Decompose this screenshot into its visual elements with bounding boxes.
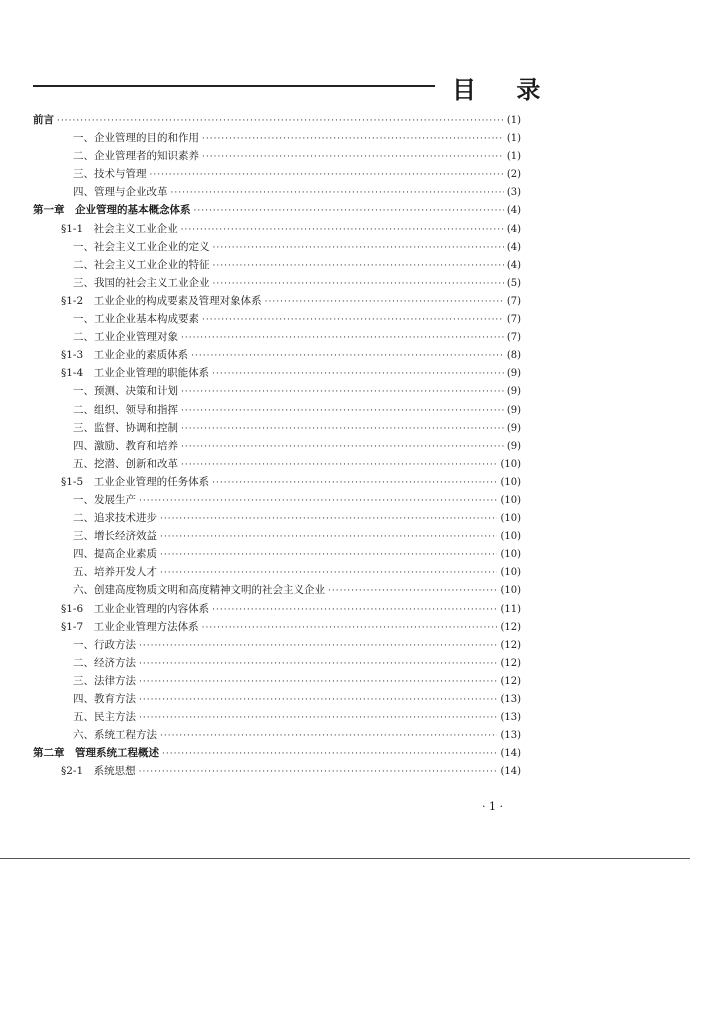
dot-leader [57,116,504,126]
dot-leader [202,315,504,325]
toc-entry-page: (12) [500,621,521,633]
toc-entry [33,420,521,438]
dot-leader [212,605,497,615]
toc-entry [33,148,521,166]
toc-entry-label: §1-7 工业企业管理方法体系 [61,620,199,633]
dot-leader [328,586,497,596]
toc-entry-page: (1) [506,133,521,145]
toc-entry [33,130,521,148]
toc-entry-label: §1-5 工业企业管理的任务体系 [61,475,210,488]
dot-leader [181,406,504,416]
toc-entry-label: 三、增长经济效益 [73,530,157,543]
toc-entry [33,727,521,745]
dot-leader [194,206,504,216]
dot-leader [202,134,504,144]
toc-entry-page: (13) [500,712,521,724]
dot-leader [181,225,504,235]
toc-entry-label: 五、培养开发人才 [73,566,157,579]
toc-entry-label: 二、工业企业管理对象 [73,331,178,344]
dot-leader [139,641,497,651]
toc-entry [33,112,521,130]
toc-entry-label: 一、企业管理的目的和作用 [73,132,199,145]
toc-entry-page: (1) [506,115,521,126]
toc-entry [33,745,521,763]
toc-entry-page: (12) [500,675,521,687]
dot-leader [162,749,497,759]
toc-entry [33,546,521,564]
toc-entry [33,438,521,456]
dot-leader [150,170,504,180]
dot-leader [213,261,504,271]
toc-entry [33,582,521,600]
toc-entry-page: (10) [500,494,521,506]
toc-entry-label: 五、挖潜、创新和改革 [73,457,178,470]
dot-leader [139,496,497,506]
dot-leader [202,623,498,633]
dot-leader [181,333,504,343]
toc-entry-page: (12) [500,639,521,651]
toc-entry-label: 一、预测、决策和计划 [73,385,178,398]
dot-leader [160,532,497,542]
toc-entry-label: 二、组织、领导和指挥 [73,403,178,416]
toc-entry-label: 二、追求技术进步 [73,512,157,525]
toc-entry-page: (10) [500,476,521,488]
table-of-contents [33,112,521,781]
dot-leader [181,460,497,470]
dot-leader [171,188,504,198]
toc-entry-label: §1-1 社会主义工业企业 [61,222,178,235]
toc-entry [33,311,521,329]
toc-entry-page: (14) [500,766,521,778]
toc-entry-label: §1-4 工业企业管理的职能体系 [61,367,210,380]
toc-entry [33,456,521,474]
toc-entry-label: 第二章 管理系统工程概述 [33,747,159,760]
toc-entry-label: 五、民主方法 [73,711,136,724]
toc-entry [33,239,521,257]
toc-entry-page: (10) [500,531,521,543]
toc-entry-label: 六、创建高度物质文明和高度精神文明的社会主义企业 [73,584,325,597]
toc-entry [33,564,521,582]
toc-entry-label: 二、企业管理者的知识素养 [73,150,199,163]
toc-entry [33,691,521,709]
toc-entry-page: (9) [506,386,521,398]
toc-entry-page: (10) [500,458,521,470]
toc-entry-page: (10) [500,567,521,579]
toc-entry-label: §1-2 工业企业的构成要素及管理对象体系 [61,294,262,307]
dot-leader [160,568,497,578]
toc-entry [33,221,521,239]
dot-leader [139,767,498,777]
toc-entry-label: 四、提高企业素质 [73,548,157,561]
toc-entry-label: 一、工业企业基本构成要素 [73,313,199,326]
dot-leader [213,243,504,253]
toc-entry-label: 四、教育方法 [73,693,136,705]
toc-entry-page: (7) [506,314,521,326]
dot-leader [212,369,504,379]
toc-entry [33,709,521,727]
toc-entry-page: (5) [506,277,521,289]
toc-entry [33,637,521,655]
toc-entry-page: (10) [500,549,521,561]
toc-entry [33,166,521,184]
toc-entry [33,763,521,781]
toc-entry-label: 一、发展生产 [73,493,136,506]
toc-entry-page: (7) [506,295,521,307]
toc-entry-label: 三、我国的社会主义工业企业 [73,276,210,289]
toc-entry-page: (14) [500,748,521,760]
dot-leader [139,695,497,705]
toc-entry-page: (9) [506,440,521,452]
toc-entry [33,619,521,637]
toc-entry [33,510,521,528]
toc-entry-page: (9) [506,404,521,416]
toc-entry [33,402,521,420]
toc-entry-page: (1) [506,151,521,163]
toc-entry [33,293,521,311]
toc-entry-page: (13) [500,694,521,705]
toc-entry [33,184,521,202]
toc-entry [33,601,521,619]
toc-entry-page: (4) [506,241,521,253]
dot-leader [139,659,497,669]
toc-entry [33,365,521,383]
dot-leader [212,478,497,488]
toc-entry-page: (13) [500,730,521,742]
toc-entry-page: (4) [506,205,521,217]
toc-entry [33,383,521,401]
toc-entry-label: 四、管理与企业改革 [73,186,168,199]
dot-leader [139,677,497,687]
dot-leader [160,550,497,560]
dot-leader [181,387,504,397]
dot-leader [213,279,504,289]
toc-entry-label: 六、系统工程方法 [73,729,157,742]
toc-entry-page: (11) [500,603,521,615]
header-rule [33,85,435,87]
toc-entry-page: (12) [500,657,521,669]
dot-leader [160,514,497,524]
toc-entry [33,474,521,492]
dot-leader [160,731,497,741]
toc-entry [33,347,521,365]
toc-entry-label: 三、监督、协调和控制 [73,421,178,434]
toc-entry-page: (2) [506,169,521,181]
toc-entry-page: (9) [506,368,521,380]
toc-entry-label: 一、行政方法 [73,638,136,651]
toc-entry-label: 二、经济方法 [73,656,136,669]
dot-leader [181,442,504,452]
toc-entry-label: 前言 [33,114,54,126]
toc-entry-label: 四、激励、教育和培养 [73,439,178,452]
toc-entry-label: 一、社会主义工业企业的定义 [73,240,210,253]
dot-leader [191,351,504,361]
dot-leader [202,152,504,162]
toc-entry [33,275,521,293]
toc-entry-label: 二、社会主义工业企业的特征 [73,258,210,271]
toc-entry [33,673,521,691]
toc-entry-label: §2-1 系统思想 [61,765,136,778]
toc-entry-page: (10) [500,585,521,597]
toc-entry-page: (10) [500,513,521,525]
toc-entry [33,257,521,275]
toc-entry-label: §1-3 工业企业的素质体系 [61,349,189,362]
dot-leader [139,713,497,723]
dot-leader [265,297,504,307]
toc-entry-label: 第一章 企业管理的基本概念体系 [33,204,191,217]
toc-entry [33,492,521,510]
toc-entry-label: §1-6 工业企业管理的内容体系 [61,602,210,615]
bottom-rule [0,858,690,859]
toc-entry-label: 三、法律方法 [73,674,136,687]
toc-entry [33,528,521,546]
toc-entry-page: (9) [506,422,521,434]
page-title: 目 录 [452,76,557,104]
toc-entry [33,655,521,673]
toc-entry-label: 三、技术与管理 [73,168,147,181]
toc-entry-page: (4) [506,223,521,235]
toc-entry [33,202,521,220]
toc-entry [33,329,521,347]
dot-leader [181,424,504,434]
toc-entry-page: (3) [506,187,521,199]
page-number: · 1 · [482,800,503,813]
toc-entry-page: (7) [506,332,521,344]
toc-entry-page: (8) [506,350,521,362]
toc-entry-page: (4) [506,259,521,271]
